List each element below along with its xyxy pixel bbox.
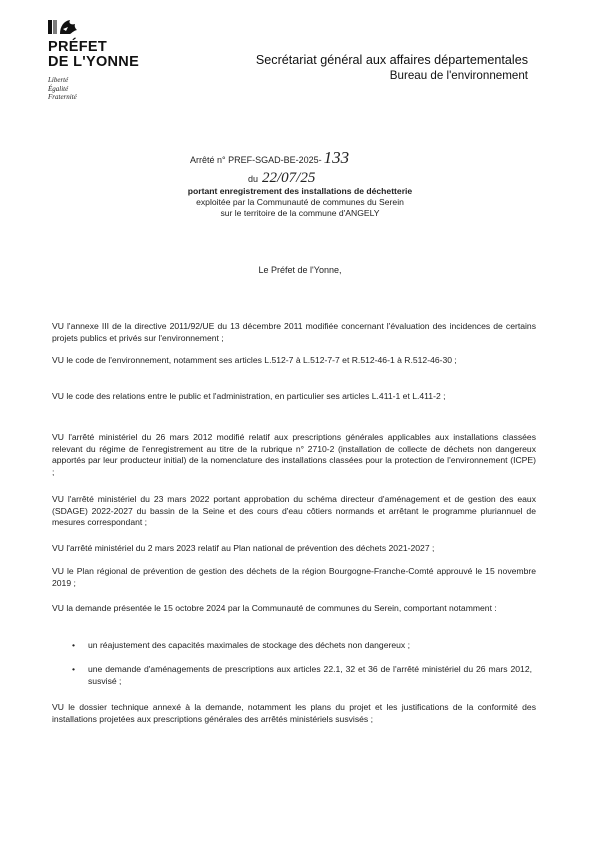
visa-code-relations: VU le code des relations entre le public et l'administration, en particulier ses articles L.411-1 et L.411-2 ; xyxy=(52,391,446,401)
visa-dossier-technique: VU le dossier technique annexé à la demande, notamment les plans du projet et les justifications de la conformité des installations projetées aux prescriptions générales des arrêtés ministériels susvisés ; xyxy=(52,702,536,724)
logo-prefet-text: PRÉFET xyxy=(48,39,107,55)
prefet-logo xyxy=(48,18,158,102)
motto-fraternite: Fraternité xyxy=(48,93,77,101)
bullet-text: un réajustement des capacités maximales de stockage des déchets non dangereux ; xyxy=(88,640,410,650)
date-label: du xyxy=(248,174,259,184)
bureau-name: Bureau de l'environnement xyxy=(389,69,528,82)
list-item xyxy=(72,640,532,652)
arrete-subject xyxy=(150,186,450,219)
bullet-icon: • xyxy=(72,664,76,674)
visa-code-environnement: VU le code de l'environnement, notamment ses articles L.512-7 à L.512-7-7 et R.512-46-1 à R.512-46-30 ; xyxy=(52,355,457,365)
bullet-text: une demande d'aménagements de prescriptions aux articles 22.1, 32 et 36 de l'arrêté ministériel du 26 mars 2012, susvisé ; xyxy=(88,664,532,686)
arrete-date xyxy=(190,170,470,187)
list-item xyxy=(72,664,532,687)
arrete-number xyxy=(190,148,470,168)
arrete-reference xyxy=(190,148,470,187)
visa-sdage: VU l'arrêté ministériel du 23 mars 2022 portant approbation du schéma directeur d'aménagement et de gestion des eaux (SDAGE) 2022-2027 du bassin de la Seine et des cours d'eau côtiers normands et arrêtant le programme pluriannuel de mesures correspondant ; xyxy=(52,494,536,528)
prefet-title: Le Préfet de l'Yonne, xyxy=(258,265,342,275)
arrete-number-prefix: Arrêté n° PREF-SGAD-BE-2025- xyxy=(190,155,322,165)
subject-line-2: exploitée par la Communauté de communes du Serein xyxy=(196,197,404,207)
subject-line-1: portant enregistrement des installations de déchetterie xyxy=(187,186,413,196)
date-handwritten: 22/07/25 xyxy=(262,170,316,186)
visa-demande: VU la demande présentée le 15 octobre 2024 par la Communauté de communes du Serein, comportant notamment : xyxy=(52,603,497,613)
motto-liberte: Liberté xyxy=(48,76,69,84)
motto-egalite: Égalité xyxy=(48,84,69,93)
bullet-icon: • xyxy=(72,640,76,650)
arrete-number-handwritten: 133 xyxy=(323,148,350,167)
republic-motto xyxy=(48,76,158,102)
subject-line-3: sur le territoire de la commune d'ANGELY xyxy=(220,208,380,218)
logo-department-text: DE L'YONNE xyxy=(48,54,140,70)
issuing-service xyxy=(228,52,528,83)
visa-directive: VU l'annexe III de la directive 2011/92/UE du 13 décembre 2011 modifiée concernant l'évaluation des incidences de certains projets publics et privés sur l'environnement ; xyxy=(52,321,536,343)
visa-plan-national: VU l'arrêté ministériel du 2 mars 2023 relatif au Plan national de prévention des déchets 2021-2027 ; xyxy=(52,543,435,553)
visa-arrete-2012: VU l'arrêté ministériel du 26 mars 2012 modifié relatif aux prescriptions générales applicables aux installations classées relevant du régime de l'enregistrement au titre de la rubrique n° 2710-2 (installation de collecte de déchets non dangereux apportés par leur producteur initial) de la nomenclature des installations classées pour la protection de l'environnement (ICPE) ; xyxy=(52,432,536,477)
marianne-logo-icon xyxy=(48,18,78,36)
visa-plan-regional: VU le Plan régional de prévention de gestion des déchets de la région Bourgogne-Franche-Comté approuvé le 15 novembre 2019 ; xyxy=(52,566,536,588)
service-name: Secrétariat général aux affaires départementales xyxy=(255,53,528,67)
